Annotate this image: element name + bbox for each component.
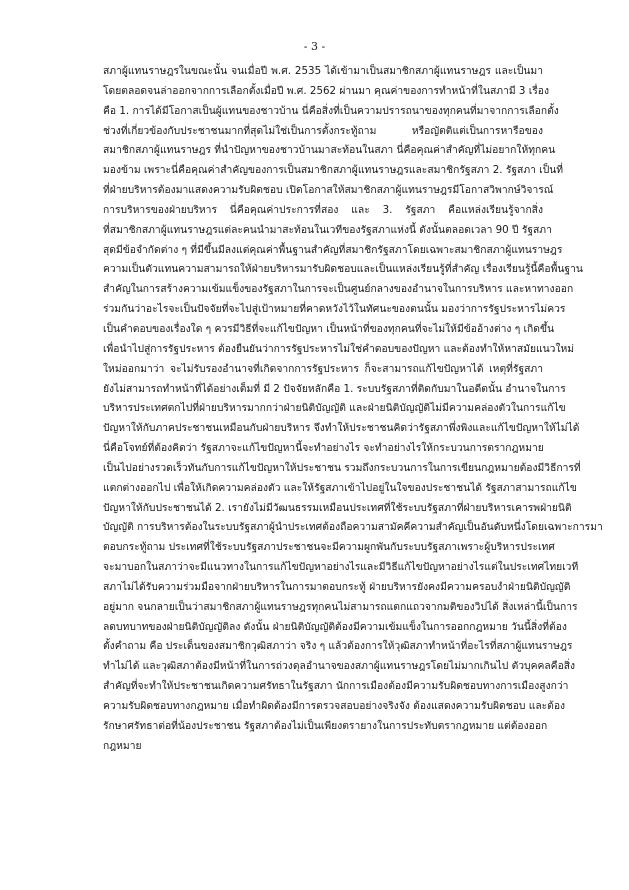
text-line: จะมาบอกในสภาว่าจะมีแนวทางในการแก้ไขปัญหาอย่างไรและมีวิธีแก้ไขปัญหาอย่างไรแต่ในประเทศไทยเวที bbox=[103, 561, 579, 574]
text-line: ปัญหาให้กับประชาชนได้ 2. เรายังไม่มีวัฒนธรรมเหมือนประเทศที่ใช้ระบบรัฐสภาที่ฝ่ายบริหารเคารพฝ่ายนิติ bbox=[103, 501, 572, 514]
text-line: สภาผู้แทนราษฎรในขณะนั้น จนเมื่อปี พ.ศ. 2535 ได้เข้ามาเป็นสมาชิกสภาผู้แทนราษฎร และเป็นมา bbox=[103, 65, 543, 77]
text-line: เป็นไปอย่างรวดเร็วทันกับการแก้ไขปัญหาให้ประชาชน รวมถึงกระบวนการในการเขียนกฎหมายต้องมีวิธีการที่ bbox=[103, 461, 581, 474]
text-line: บริหารประเทศตกไปที่ฝ่ายบริหารมากกว่าฝ่ายนิติบัญญัติ และฝ่ายนิติบัญญัติไม่มีความคล่องตัวในการแก้ไข bbox=[103, 402, 566, 415]
text-line: สมาชิกสภาผู้แทนราษฎร ที่นำปัญหาของชาวบ้านมาสะท้อนในสภา นี่คือคุณค่าสำคัญที่ไม่อยากให้ทุกคน bbox=[103, 144, 556, 157]
text-line: สำคัญที่จะทำให้ประชาชนเกิดความศรัทธาในรัฐสภา นักการเมืองต้องมีความรับผิดชอบทางการเมืองสูงกว่า bbox=[103, 680, 569, 693]
text-line: บัญญัติ การบริหารต้องในระบบรัฐสภาผู้นำประเทศต้องถือความสามัคคีความสำคัญเป็นอันดับหนึ่งโดยเฉพาะการมา bbox=[103, 521, 603, 534]
text-line: ยังไม่สามารถทำหน้าที่ได้อย่างเต็มที่ มี 2 ปัจจัยหลักคือ 1. ระบบรัฐสภาที่ติดกับมาในอดีตนั้น อำนาจในการ bbox=[103, 382, 566, 395]
text-line: นี่คือโจทย์ที่ต้องคิดว่า รัฐสภาจะแก้ไขปัญหานี้จะทำอย่างไร จะทำอย่างไรให้กระบวนการตรากฎหมาย bbox=[103, 442, 544, 455]
text-line: ความรับผิดชอบทางกฎหมาย เมื่อทำผิดต้องมีการตรวจสอบอย่างจริงจัง ต้องแสดงความรับผิดชอบ และต้อง bbox=[103, 700, 566, 712]
text-line: ตั้งคำถาม คือ ประเด็นของสมาชิกวุฒิสภาว่า จริง ๆ แล้วต้องการให้วุฒิสภาทำหน้าที่อะไรที่สภาผู้แทนราษฎร bbox=[103, 640, 573, 653]
text-line: ที่สมาชิกสภาผู้แทนราษฎรแต่ละคนนำมาสะท้อนในเวทีของรัฐสภาแห่งนี้ ดังนั้นตลอดเวลา 90 ปี รัฐสภา bbox=[103, 223, 552, 236]
text-line: โดยตลอดจนล่าออกจากการเลือกตั้งเมื่อปี พ.ศ. 2562 ผ่านมา คุณค่าของการทำหน้าที่ในสภามี 3 เรื่อง bbox=[103, 84, 550, 97]
page-number: - 3 - bbox=[303, 40, 326, 53]
text-line: กฎหมาย bbox=[103, 739, 142, 752]
text-line: สภาไม่ได้รับความร่วมมือจากฝ่ายบริหารในการมาตอบกระทู้ ฝ่ายบริหารยังคงมีความครอบงำฝ่ายนิติบัญญัติ bbox=[103, 580, 571, 593]
text-line: ปัญหาให้กับภาคประชาชนเหมือนกับฝ่ายบริหาร จึงทำให้ประชาชนคิดว่ารัฐสภาพึ่งพิงและแก้ไขปัญหาให้ไม่ได้ bbox=[103, 422, 580, 435]
text-line: แตกต่างออกไป เพื่อให้เกิดความคล่องตัว และให้รัฐสภาเข้าไปอยู่ในใจของประชาชนได้ รัฐสภาสามารถแก้ไข bbox=[103, 481, 577, 494]
text-line: ทำไม่ได้ และวุฒิสภาต้องมีหน้าที่ในการถ่วงดุลอำนาจของสภาผู้แทนราษฎรโดยไม่มากเกินไป ตัวบุคคลคือสิ่ง bbox=[103, 660, 576, 673]
text-line: มองข้าม เพราะนี่คือคุณค่าสำคัญของการเป็นสมาชิกสภาผู้แทนราษฎรและสมาชิกรัฐสภา 2. รัฐสภา เป็นที่ bbox=[103, 164, 564, 177]
text-line: คือ 1. การได้มีโอกาสเป็นผู้แทนของชาวบ้าน นี่คือสิ่งที่เป็นความปรารถนาของทุกคนที่มาจากการเลือกตั้ง bbox=[103, 104, 559, 117]
text-line: ร่วมกันว่าอะไรจะเป็นปัจจัยที่จะไปสู่เป้าหมายที่คาดหวังไว้ในทัศนะของตนนั้น มองว่าการรัฐประหารไม่ควร bbox=[103, 303, 566, 316]
text-line: สำคัญในการสร้างความเข้มแข็งของรัฐสภาในการจะเป็นศูนย์กลางของอำนาจในการบริหาร และหาทางออก bbox=[103, 283, 574, 296]
text-line: ที่ฝ่ายบริหารต้องมาแสดงความรับผิดชอบ เปิดโอกาสให้สมาชิกสภาผู้แทนราษฎรมีโอกาสวิพากษ์วิจารณ์ bbox=[103, 184, 554, 197]
text-line: สุดมีข้อจำกัดต่าง ๆ ที่มีขึ้นมีลงแต่คุณค่าพื้นฐานสำคัญที่สมาชิกรัฐสภาโดยเฉพาะสมาชิกสภาผู้แทนราษฎร bbox=[103, 243, 563, 256]
text-line: ลดบทบาทของฝ่ายนิติบัญญัติลง ดังนั้น ฝ่ายนิติบัญญัติต้องมีความเข้มแข็งในการออกกฎหมาย วันนี้สิ่งที่ต้อง bbox=[103, 620, 567, 633]
text-line: เป็นคำตอบของเรื่องใด ๆ ควรมีวิธีที่จะแก้ไขปัญหา เป็นหน้าที่ของทุกคนที่จะไม่ให้มีข้ออ้างต่าง ๆ เกิดขึ้น bbox=[103, 322, 555, 335]
text-line: ตอบกระทู้ถาม ประเทศที่ใช้ระบบรัฐสภาประชาชนจะมีความผูกพันกับระบบรัฐสภาเพราะผู้บริหารประเทศ bbox=[103, 541, 555, 554]
text-line: รักษาศรัทธาต่อที่น้องประชาชน รัฐสภาต้องไม่เป็นเพียงตรายางในการประทับตรากฎหมาย แต่ต้องออก bbox=[103, 719, 548, 732]
text-line: ความเป็นตัวแทนความสามารถให้ฝ่ายบริหารมารับผิดชอบและเป็นแหล่งเรียนรู้ที่สำคัญ เรื่องเรียนรู้นี้คือพื้นฐาน bbox=[103, 263, 583, 276]
text-line: ใหม่ออกมาว่า จะไม่รับรองอำนาจที่เกิดจากการรัฐประหาร ก็จะสามารถแก้ไขปัญหาได้ เหตุที่รัฐสภา bbox=[103, 362, 543, 375]
text-line: การบริหารของฝ่ายบริหาร นี่คือคุณค่าประการที่สอง และ 3. รัฐสภา คือแหล่งเรียนรู้จากสิ่ง bbox=[103, 203, 543, 216]
text-line: เพื่อนำไปสู่การรัฐประหาร ต้องยืนยันว่าการรัฐประหารไม่ใช่คำตอบของปัญหา และต้องทำให้หาสมัยแนวใหม่ bbox=[103, 342, 575, 355]
text-line: อยู่มาก จนกลายเป็นว่าสมาชิกสภาผู้แทนราษฎรทุกคนไม่สามารถแตกแถวจากมติของวิปได้ สิ่งเหล่านี้เป็นการ bbox=[103, 600, 578, 613]
body-paragraph bbox=[103, 62, 603, 757]
text-line: ช่วงที่เกี่ยวข้องกับประชาชนมากที่สุดไม่ใช่เป็นการตั้งกระทู้ถาม หรือญัตติแต่เป็นการหารือของ bbox=[103, 124, 543, 137]
